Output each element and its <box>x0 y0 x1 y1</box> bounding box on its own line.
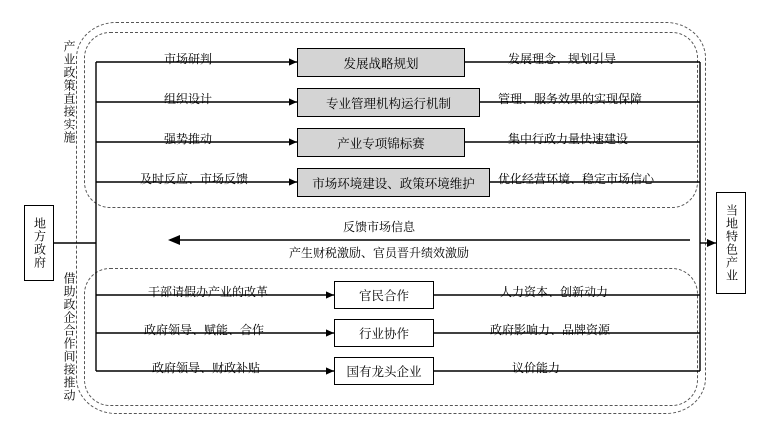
caption-lower-input-1: 干部请假办产业的改革 <box>148 285 269 299</box>
node-market-environment: 市场环境建设、政策环境维护 <box>297 168 490 197</box>
lower-section-label: 借助政企合作间接推动 <box>62 272 76 402</box>
caption-lower-input-3: 政府领导、财政补贴 <box>152 361 261 375</box>
caption-upper-input-3: 强势推动 <box>164 132 213 146</box>
node-development-strategy: 发展战略规划 <box>297 48 465 77</box>
caption-feedback-line-2: 产生财税激励、官员晋升绩效激励 <box>288 246 469 260</box>
node-local-industry: 当地特色产业 <box>716 192 746 294</box>
node-public-private-cooperation: 官民合作 <box>334 281 434 309</box>
caption-lower-output-3: 议价能力 <box>512 361 561 375</box>
caption-lower-output-2: 政府影响力、品牌资源 <box>490 323 611 337</box>
node-industry-collaboration: 行业协作 <box>334 319 434 347</box>
node-state-owned-leading-enterprise: 国有龙头企业 <box>334 357 434 385</box>
node-industry-tournament: 产业专项锦标赛 <box>297 128 465 157</box>
node-local-government: 地方政府 <box>24 205 54 281</box>
caption-upper-output-3: 集中行政力量快速建设 <box>508 132 629 146</box>
caption-upper-output-2: 管理、服务效果的实现保障 <box>498 92 643 106</box>
caption-feedback-line-1: 反馈市场信息 <box>342 220 415 234</box>
caption-upper-input-4: 及时反应、市场反馈 <box>140 172 249 186</box>
caption-upper-input-2: 组织设计 <box>164 92 213 106</box>
caption-upper-input-1: 市场研判 <box>164 52 213 66</box>
caption-upper-output-4: 优化经营环境、稳定市场信心 <box>498 172 655 186</box>
upper-section-label: 产业政策直接实施 <box>62 40 76 144</box>
node-management-mechanism: 专业管理机构运行机制 <box>297 88 480 117</box>
caption-upper-output-1: 发展理念、规划引导 <box>508 52 617 66</box>
caption-lower-input-2: 政府领导、赋能、合作 <box>144 323 265 337</box>
caption-lower-output-1: 人力资本、创新动力 <box>500 285 609 299</box>
